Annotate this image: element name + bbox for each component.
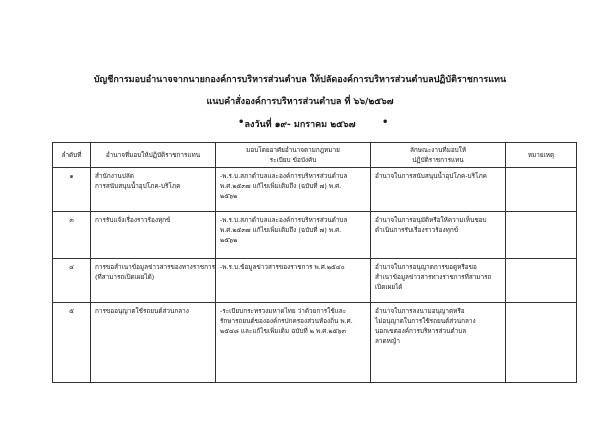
- table-row: [53, 212, 577, 259]
- row-note: [506, 168, 577, 212]
- row-task: [371, 259, 506, 303]
- cell-text-line: ระเบียบ ข้อบังคับ: [269, 156, 317, 164]
- header-cell-task: [371, 143, 506, 168]
- cell-text-line: ลักษณะงานที่มอบให้: [409, 146, 467, 154]
- bullet-mark-right: •: [382, 117, 389, 128]
- header-cell-law: [216, 143, 371, 168]
- table-header-row: [53, 143, 577, 168]
- cell-text-line: อำนาจที่มอบให้ปฏิบัติราชการแทน: [105, 151, 201, 159]
- cell-text-line: การรับแจ้งเรื่องราวร้องทุกข์: [95, 216, 171, 224]
- cell-text-line: การขอสำเนาข้อมูลข่าวสารของทางราชการ: [95, 263, 216, 271]
- table-row: [53, 303, 577, 383]
- cell-text-line: สำเนาข้อมูลข่าวสารทางราชการที่สามารถ: [375, 273, 492, 281]
- cell-text-line: (ที่สามารถเปิดเผยได้): [95, 273, 155, 281]
- bullet-mark-left: •: [238, 117, 245, 128]
- cell-text-line: มอบโดยอาศัยอำนาจตามกฎหมาย: [246, 146, 340, 154]
- cell-text-line: หมายเหตุ: [527, 151, 555, 159]
- cell-text-line: -พ.ร.บ.สภาตำบลและองค์การบริหารส่วนตำบล: [220, 172, 348, 180]
- row-law: [216, 168, 371, 212]
- document-title-line-1: บัญชีการมอบอำนาจจากนายกองค์การบริหารส่วนตำบล ให้ปลัดองค์การบริหารส่วนตำบลปฏิบัติราชการแทน: [93, 75, 507, 85]
- cell-text-line: พ.ศ.๒๕๓๗ แก้ไขเพิ่มเติมถึง (ฉบับที่ ๗) พ.ศ.: [220, 182, 342, 190]
- row-note: [506, 259, 577, 303]
- header-cell-no: [53, 143, 91, 168]
- row-note: [506, 212, 577, 259]
- cell-text-line: นอกเขตองค์การบริหารส่วนตำบล: [375, 327, 467, 335]
- cell-text-line: อำนาจในการอนุมัติหรือให้ความเห็นชอบ: [375, 216, 487, 224]
- row-number: ๓: [53, 212, 91, 259]
- cell-text-line: สำนักงานปลัด: [95, 172, 134, 180]
- cell-text-line: การขออนุญาตใช้รถยนต์ส่วนกลาง: [95, 307, 189, 315]
- cell-text-line: การสนับสนุนน้ำอุปโภค-บริโภค: [95, 182, 181, 190]
- cell-text-line: ๒๕๖๒: [220, 192, 238, 200]
- cell-text-line: ไม่อนุญาตในการใช้รถยนต์ส่วนกลาง: [375, 317, 476, 325]
- row-number: ๔: [53, 259, 91, 303]
- cell-text-line: ปฏิบัติราชการแทน: [412, 156, 464, 164]
- cell-text-line: อำนาจในการลงนามอนุญาตหรือ: [375, 307, 465, 315]
- row-note: [506, 303, 577, 383]
- table-row: [53, 168, 577, 212]
- delegation-table: [52, 142, 577, 383]
- cell-text-line: ดำเนินการรับเรื่องราวร้องทุกข์: [375, 226, 459, 234]
- row-authority: [91, 168, 216, 212]
- row-task: [371, 212, 506, 259]
- cell-text-line: -พ.ร.บ.ข้อมูลข่าวสารของราชการ พ.ศ.๒๕๔๐: [220, 263, 345, 271]
- document-title-date: ลงวันที่ ๑๙- มกราคม ๒๕๖๗: [244, 120, 356, 130]
- cell-text-line: ๒๕๖๒: [220, 236, 238, 244]
- row-authority: [91, 303, 216, 383]
- cell-text-line: -ระเบียบกระทรวงมหาดไทย ว่าด้วยการใช้และ: [220, 307, 347, 315]
- row-authority: [91, 259, 216, 303]
- document-title-line-2: แนบคำสั่งองค์การบริหารส่วนตำบล ที่ ๖๖/๒๕๖๗: [206, 97, 394, 107]
- cell-text-line: พ.ศ.๒๕๓๗ แก้ไขเพิ่มเติมถึง (ฉบับที่ ๗) พ.ศ.: [220, 226, 342, 234]
- cell-text-line: ลาดหญ้า: [375, 337, 400, 345]
- cell-text-line: -พ.ร.บ.สภาตำบลและองค์การบริหารส่วนตำบล: [220, 216, 348, 224]
- cell-text-line: เปิดเผยได้: [375, 283, 403, 291]
- header-cell-note: [506, 143, 577, 168]
- row-authority: [91, 212, 216, 259]
- header-cell-authority: [91, 143, 216, 168]
- table-row: [53, 259, 577, 303]
- row-law: [216, 259, 371, 303]
- cell-text-line: อำนาจในการอนุญาตการขอดูหรือขอ: [375, 263, 477, 271]
- cell-text-line: ลำดับที่: [61, 151, 82, 159]
- cell-text-line: ๒๕๔๘ และแก้ไขเพิ่มเติม ฉบับที่ ๒ พ.ศ.๒๕๖๓: [220, 327, 346, 335]
- row-law: [216, 303, 371, 383]
- row-law: [216, 212, 371, 259]
- cell-text-line: อำนาจในการสนับสนุนน้ำอุปโภค-บริโภค: [375, 172, 487, 180]
- row-number: ๑: [53, 168, 91, 212]
- row-task: [371, 168, 506, 212]
- row-number: ๕: [53, 303, 91, 383]
- cell-text-line: รักษารถยนต์ขององค์กรปกครองส่วนท้องถิ่น พ.ศ.: [220, 317, 353, 325]
- row-task: [371, 303, 506, 383]
